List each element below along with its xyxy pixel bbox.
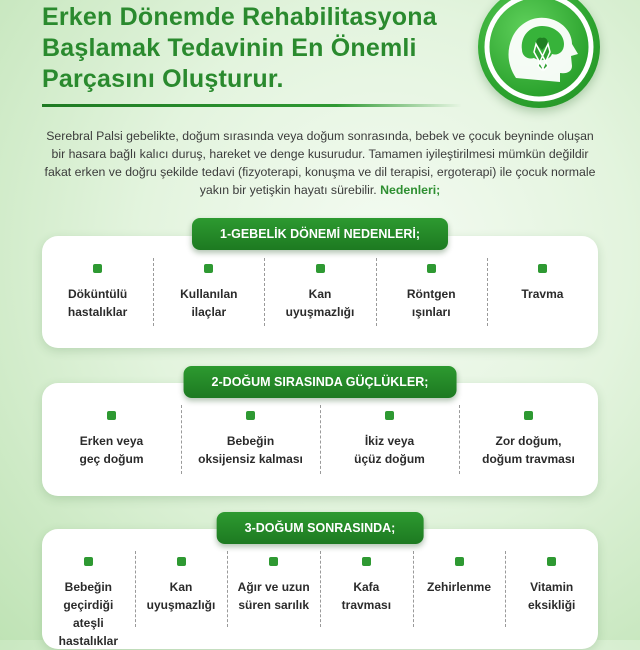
bullet-icon bbox=[316, 264, 325, 273]
bullet-icon bbox=[547, 557, 556, 566]
section-1-title: 1-GEBELİK DÖNEMİ NEDENLERİ; bbox=[192, 218, 448, 250]
item-line-1: Kan bbox=[169, 580, 193, 594]
item-line-2: travması bbox=[341, 598, 392, 612]
item-line-1: Bebeğin geçirdiği bbox=[63, 580, 114, 612]
item-line-2: doğum travması bbox=[482, 452, 575, 466]
bullet-icon bbox=[524, 411, 533, 420]
section-3-title: 3-DOĞUM SONRASINDA; bbox=[217, 512, 424, 544]
item-line-2: ışınları bbox=[411, 305, 451, 319]
section-2-title: 2-DOĞUM SIRASINDA GÜÇLÜKLER; bbox=[184, 366, 457, 398]
item-line-1: Kan bbox=[308, 287, 332, 301]
intro-paragraph bbox=[40, 127, 600, 199]
list-item bbox=[135, 529, 228, 649]
brain-head-ribbon-icon bbox=[478, 0, 600, 108]
list-item bbox=[181, 383, 320, 496]
bullet-icon bbox=[455, 557, 464, 566]
list-item bbox=[459, 383, 598, 496]
item-line-2: üçüz doğum bbox=[354, 452, 425, 466]
bullet-icon bbox=[84, 557, 93, 566]
item-line-1: Zor doğum, bbox=[495, 434, 562, 448]
item-line-2: geç doğum bbox=[79, 452, 144, 466]
list-item bbox=[413, 529, 506, 649]
item-line-1: Kullanılan bbox=[180, 287, 238, 301]
bullet-icon bbox=[385, 411, 394, 420]
item-line-2: süren sarılık bbox=[238, 598, 310, 612]
section-1-panel bbox=[42, 236, 598, 348]
item-line-1: Zehirlenme bbox=[427, 580, 492, 594]
item-line-1: İkiz veya bbox=[364, 434, 415, 448]
item-line-1: Erken veya bbox=[79, 434, 144, 448]
list-item bbox=[42, 529, 135, 649]
bullet-icon bbox=[538, 264, 547, 273]
intro-text: Serebral Palsi gebelikte, doğum sırasında veya doğum sonrasında, bebek ve çocuk beyninde oluşan bir hasara bağlı kalıcı duruş, hareket ve denge kusurudur. Tamamen iyileştirilmesi mümkün değildir fakat erken ve doğru şekilde tedavi (fizyoterapi, konuşma ve dil terapisi, ergoterapi) ile çocuk normale yakın bir yetişkin hayatı sürebilir. bbox=[44, 129, 596, 197]
list-item bbox=[505, 529, 598, 649]
bullet-icon bbox=[246, 411, 255, 420]
headline-line-3: Parçasını Oluşturur. bbox=[42, 65, 284, 93]
item-line-1: Bebeğin bbox=[226, 434, 275, 448]
bullet-icon bbox=[427, 264, 436, 273]
bullet-icon bbox=[93, 264, 102, 273]
intro-highlight: Nedenleri; bbox=[380, 183, 441, 197]
bullet-icon bbox=[204, 264, 213, 273]
headline-line-2: Başlamak Tedavinin En Önemli bbox=[42, 34, 417, 62]
list-item bbox=[320, 529, 413, 649]
item-line-1: Döküntülü bbox=[67, 287, 128, 301]
list-item bbox=[264, 236, 375, 348]
item-line-2: ilaçlar bbox=[191, 305, 227, 319]
list-item bbox=[42, 383, 181, 496]
headline-line-1: Erken Dönemde Rehabilitasyona bbox=[42, 3, 437, 31]
item-line-1: Ağır ve uzun bbox=[237, 580, 310, 594]
list-item bbox=[42, 236, 153, 348]
bullet-icon bbox=[177, 557, 186, 566]
item-line-1: Röntgen bbox=[406, 287, 456, 301]
list-item bbox=[487, 236, 598, 348]
list-item bbox=[153, 236, 264, 348]
list-item bbox=[376, 236, 487, 348]
bullet-icon bbox=[269, 557, 278, 566]
item-line-1: Travma bbox=[521, 287, 564, 301]
item-line-1: Kafa bbox=[353, 580, 380, 594]
item-line-1: Vitamin bbox=[530, 580, 574, 594]
section-3-panel bbox=[42, 529, 598, 649]
item-line-2: hastalıklar bbox=[67, 305, 128, 319]
bullet-icon bbox=[107, 411, 116, 420]
list-item bbox=[227, 529, 320, 649]
item-line-2: uyuşmazlığı bbox=[146, 598, 216, 612]
item-line-2: uyuşmazlığı bbox=[285, 305, 355, 319]
item-line-2: ateşli hastalıklar bbox=[58, 616, 119, 648]
item-line-2: oksijensiz kalması bbox=[198, 452, 303, 466]
headline-underline bbox=[42, 104, 462, 107]
section-2-panel bbox=[42, 383, 598, 496]
bullet-icon bbox=[362, 557, 371, 566]
headline bbox=[42, 2, 462, 95]
item-line-2: eksikliği bbox=[528, 598, 576, 612]
list-item bbox=[320, 383, 459, 496]
